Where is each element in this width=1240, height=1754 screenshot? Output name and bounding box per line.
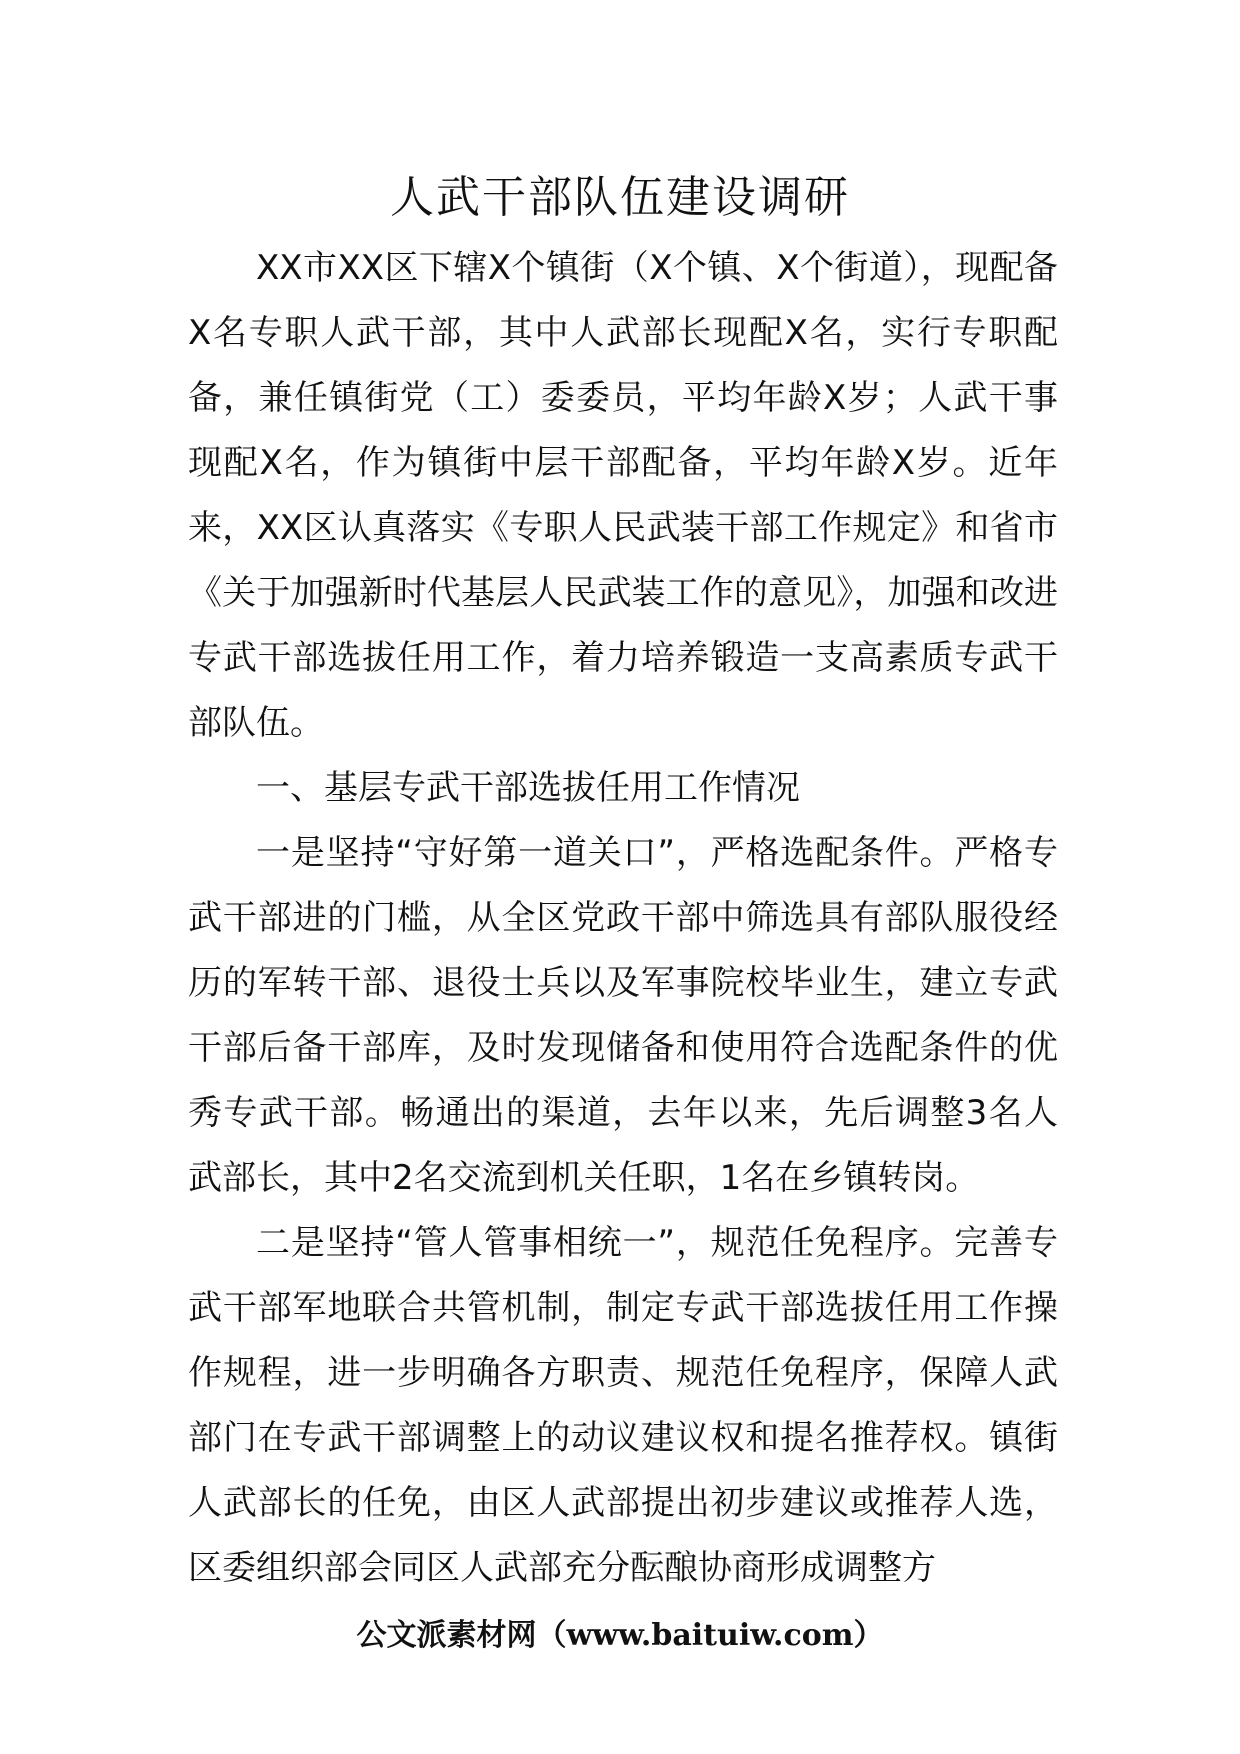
body-paragraph: 二是坚持“管人管事相统一”，规范任免程序。完善专武干部军地联合共管机制，制定专武干部选拔任用工作操作规程，进一步明确各方职责、规范任免程序，保障人武部门在专武干部调整上的动议建议权和提名推荐权。镇街人武部长的任免，由区人武部提出初步建议或推荐人选，区委组织部会同区人武部充分酝酿协商形成调整方 [188, 1223, 1058, 1588]
section-heading: 一、基层专武干部选拔任用工作情况 [256, 768, 800, 808]
body-paragraph: 一是坚持“守好第一道关口”，严格选配条件。严格专武干部进的门槛，从全区党政干部中筛选具有部队服役经历的军转干部、退役士兵以及军事院校毕业生，建立专武干部后备干部库，及时发现储备和使用符合选配条件的优秀专武干部。畅通出的渠道，去年以来，先后调整3名人武部长，其中2名交流到机关任职，1名在乡镇转岗。 [188, 833, 1058, 1198]
document-title: 人武干部队伍建设调研 [390, 172, 850, 223]
intro-paragraph: XX市XX区下辖X个镇街（X个镇、X个街道），现配备X名专职人武干部，其中人武部长现配X名，实行专职配备，兼任镇街党（工）委委员，平均年龄X岁；人武干事现配X名，作为镇街中层干部配备，平均年龄X岁。近年来，XX区认真落实《专职人民武装干部工作规定》和省市《关于加强新时代基层人民武装工作的意见》，加强和改进专武干部选拔任用工作，着力培养锻造一支高素质专武干部队伍。 [188, 248, 1058, 743]
footer-watermark: 公文派素材网（www.baituiw.com） [356, 1618, 884, 1653]
document-body [188, 236, 1058, 1601]
